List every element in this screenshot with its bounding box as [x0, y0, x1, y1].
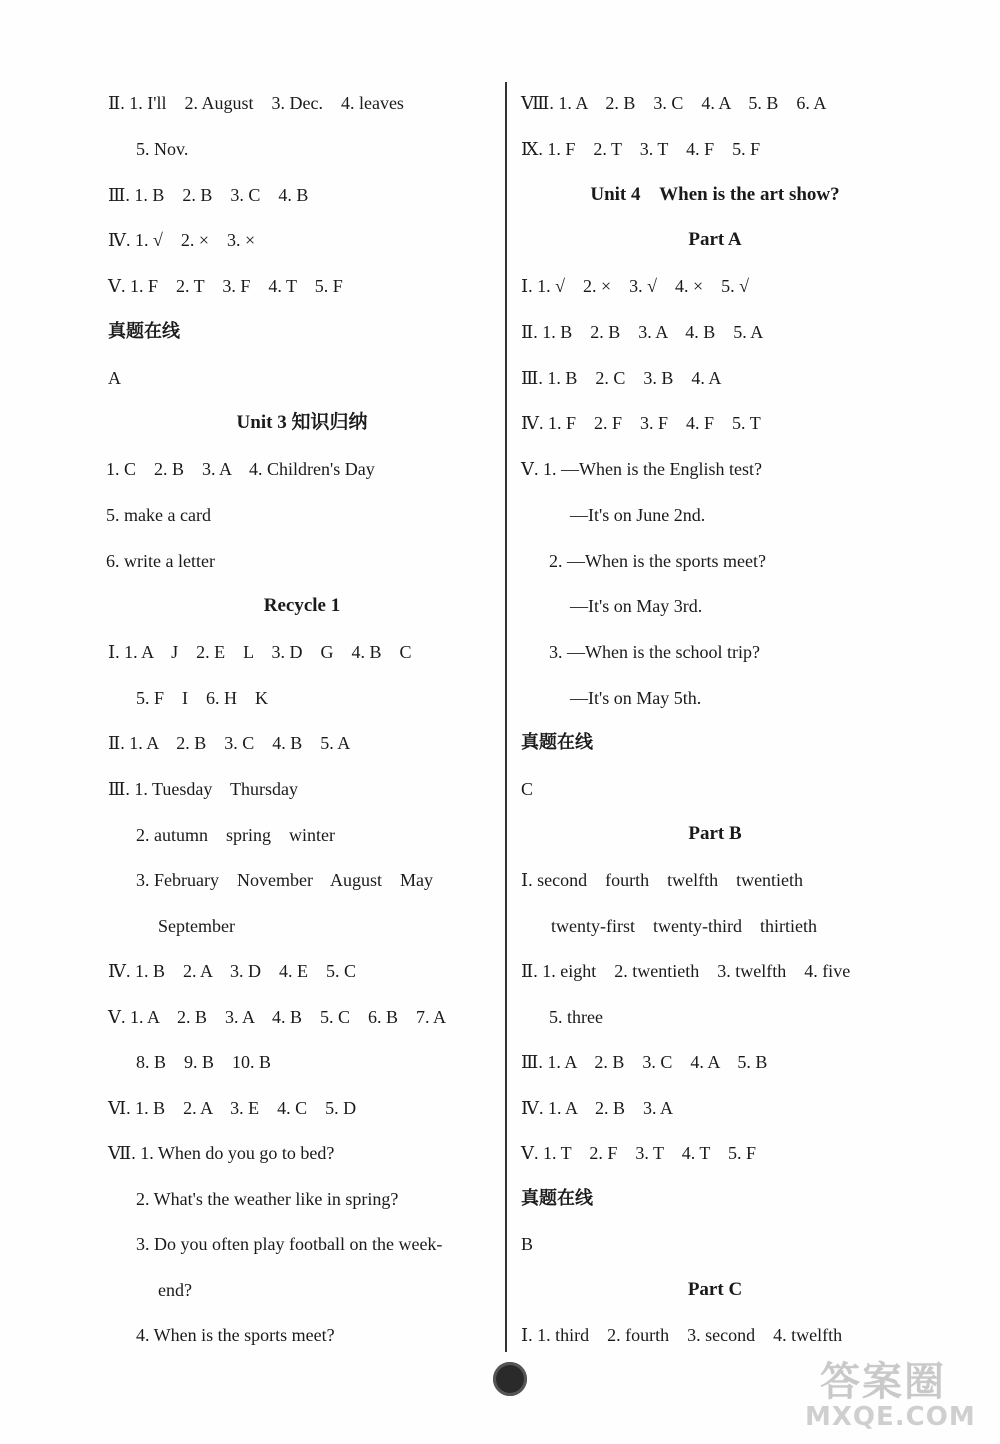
- section-heading: Part B: [688, 823, 742, 844]
- answer-line: —It's on May 3rd.: [570, 596, 703, 616]
- answer-line: Ⅱ. 1. B 2. B 3. A 4. B 5. A: [521, 322, 764, 342]
- answer-line: 5. three: [549, 1007, 603, 1027]
- section-heading: Unit 3 知识归纳: [236, 412, 368, 433]
- answer-line: 2. autumn spring winter: [136, 825, 335, 845]
- answer-line: 3. —When is the school trip?: [549, 642, 760, 662]
- page-number-badge: [493, 1362, 527, 1396]
- answer-line: A: [108, 368, 121, 388]
- answer-line: Ⅶ. 1. When do you go to bed?: [108, 1143, 335, 1163]
- answer-line: 8. B 9. B 10. B: [136, 1052, 272, 1072]
- answer-line: Ⅰ. 1. third 2. fourth 3. second 4. twelfth: [521, 1325, 843, 1345]
- zhenti-label: 真题在线: [521, 732, 593, 753]
- answer-line: 2. What's the weather like in spring?: [136, 1189, 399, 1209]
- answer-line: 1. C 2. B 3. A 4. Children's Day: [106, 459, 375, 479]
- answer-line: 5. Nov.: [136, 139, 189, 159]
- section-heading: Part A: [688, 229, 742, 250]
- answer-line: Ⅴ. 1. —When is the English test?: [521, 459, 762, 479]
- answer-line: 6. write a letter: [106, 551, 215, 571]
- answer-line: September: [158, 916, 235, 936]
- watermark: [800, 1350, 990, 1435]
- answer-line: Ⅸ. 1. F 2. T 3. T 4. F 5. F: [521, 139, 761, 159]
- section-heading: Recycle 1: [263, 595, 341, 616]
- answer-line: twenty-first twenty-third thirtieth: [551, 916, 817, 936]
- answer-line: Ⅳ. 1. A 2. B 3. A: [521, 1098, 674, 1118]
- answer-line: Ⅴ. 1. A 2. B 3. A 4. B 5. C 6. B 7. A: [108, 1007, 447, 1027]
- answer-line: Ⅲ. 1. A 2. B 3. C 4. A 5. B: [521, 1052, 768, 1072]
- answer-line: 2. —When is the sports meet?: [549, 551, 766, 571]
- answer-line: Ⅰ. second fourth twelfth twentieth: [521, 870, 804, 890]
- answer-line: Ⅱ. 1. eight 2. twentieth 3. twelfth 4. five: [521, 961, 851, 981]
- answer-line: end?: [158, 1280, 192, 1300]
- answer-line: Ⅲ. 1. B 2. C 3. B 4. A: [521, 368, 722, 388]
- answer-line: Ⅷ. 1. A 2. B 3. C 4. A 5. B 6. A: [521, 93, 827, 113]
- answer-line: Ⅱ. 1. A 2. B 3. C 4. B 5. A: [108, 733, 351, 753]
- answer-line: B: [521, 1234, 534, 1254]
- answer-line: 4. When is the sports meet?: [136, 1325, 335, 1345]
- answer-line: Ⅳ. 1. B 2. A 3. D 4. E 5. C: [108, 961, 357, 981]
- answer-line: 3. Do you often play football on the week-: [136, 1234, 443, 1254]
- answer-line: Ⅴ. 1. F 2. T 3. F 4. T 5. F: [108, 276, 343, 296]
- answer-line: Ⅰ. 1. A J 2. E L 3. D G 4. B C: [108, 642, 412, 662]
- answer-line: Ⅲ. 1. B 2. B 3. C 4. B: [108, 185, 309, 205]
- answer-line: Ⅱ. 1. I'll 2. August 3. Dec. 4. leaves: [108, 93, 404, 113]
- zhenti-label: 真题在线: [108, 321, 180, 342]
- answer-line: 5. F I 6. H K: [136, 688, 269, 708]
- column-divider: [505, 82, 507, 1352]
- answer-line: Ⅲ. 1. Tuesday Thursday: [108, 779, 299, 799]
- answer-line: Ⅵ. 1. B 2. A 3. E 4. C 5. D: [108, 1098, 357, 1118]
- zhenti-label: 真题在线: [521, 1188, 593, 1209]
- answer-line: —It's on May 5th.: [570, 688, 702, 708]
- answer-line: Ⅳ. 1. F 2. F 3. F 4. F 5. T: [521, 413, 761, 433]
- section-heading: Unit 4 When is the art show?: [590, 184, 840, 205]
- watermark-url: MXQE.COM: [805, 1402, 976, 1432]
- answer-line: Ⅴ. 1. T 2. F 3. T 4. T 5. F: [521, 1143, 757, 1163]
- answer-line: Ⅰ. 1. √ 2. × 3. √ 4. × 5. √: [521, 276, 750, 296]
- watermark-logo: 答案圈: [820, 1359, 946, 1405]
- answer-line: Ⅳ. 1. √ 2. × 3. ×: [108, 230, 256, 250]
- answer-line: 5. make a card: [106, 505, 211, 525]
- answer-line: 3. February November August May: [136, 870, 433, 890]
- answer-line: —It's on June 2nd.: [570, 505, 706, 525]
- answer-line: C: [521, 779, 534, 799]
- section-heading: Part C: [687, 1279, 743, 1300]
